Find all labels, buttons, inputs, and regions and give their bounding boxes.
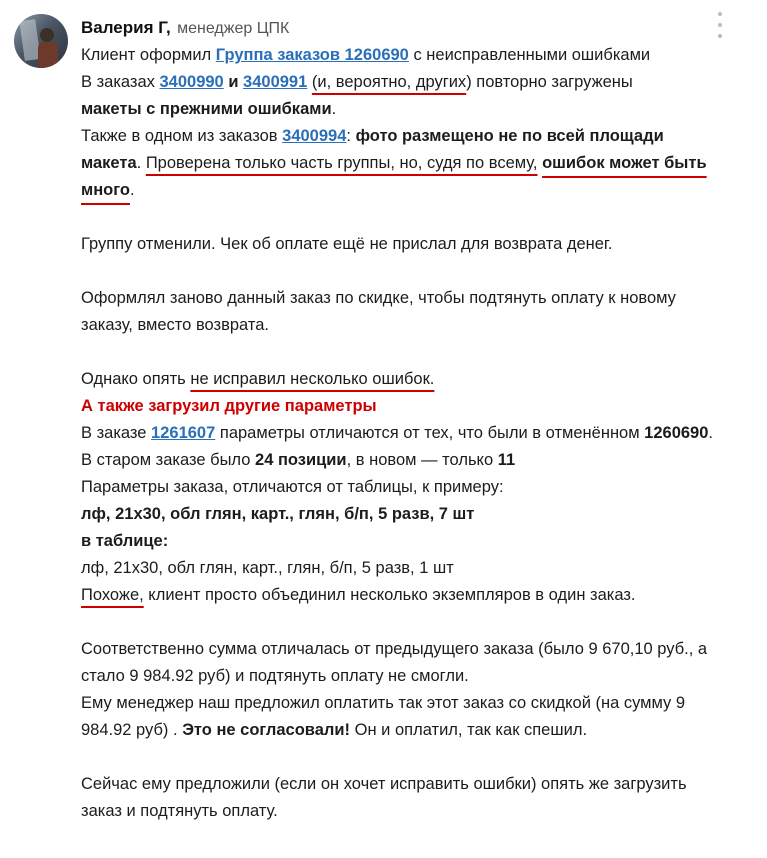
paragraph-2: Группу отменили. Чек об оплате ещё не прислал для возврата денег. [81, 235, 613, 253]
more-dot [718, 12, 722, 16]
more-dot [718, 23, 722, 27]
paragraph-6: Сейчас ему предложили (если он хочет исправить ошибки) опять же загрузить заказ и подтянуть оплату. [81, 775, 687, 820]
text: : [346, 127, 356, 145]
order-group-link[interactable]: Группа заказов 1260690 [215, 46, 409, 64]
text: с неисправленными ошибками [408, 46, 651, 64]
avatar-image-detail [40, 28, 54, 42]
text: макеты с прежними ошибками [81, 100, 332, 118]
text: В заказах [81, 73, 160, 91]
text: . [331, 100, 337, 118]
text: . [708, 424, 714, 442]
text: . [129, 181, 135, 199]
text: Однако опять [81, 370, 191, 388]
text: Он и оплатил, так как спешил. [350, 721, 588, 739]
text: В заказе [81, 424, 152, 442]
author-name[interactable]: Валерия Г, [81, 18, 171, 37]
text: В старом заказе было [81, 451, 256, 469]
text: лф, 21х30, обл глян, карт., глян, б/п, 5 разв, 1 шт [81, 559, 454, 577]
text: клиент просто объединил несколько экземпляров в один заказ. [143, 586, 636, 604]
text: параметры отличаются от тех, что были в отменённом [215, 424, 645, 442]
more-dot [718, 34, 722, 38]
order-link-1261607[interactable]: 1261607 [151, 424, 216, 442]
text: Соответственно сумма отличалась от предыдущего заказа (было 9 670,10 руб., а стало 9 984.92 руб) и подтянуть оплату не смогли. [81, 640, 708, 685]
order-link-3400991[interactable]: 3400991 [243, 73, 308, 91]
highlight-underline: не исправил несколько ошибок. [190, 370, 435, 388]
text: . [136, 154, 146, 172]
text: лф, 21х30, обл глян, карт., глян, б/п, 5 разв, 7 шт [81, 505, 475, 523]
text: ) [466, 73, 472, 91]
text: 11 [497, 451, 516, 469]
text: Ему менеджер наш предложил оплатить так этот заказ со скидкой (на сумму 9 984.92 руб) . [81, 694, 686, 739]
highlight-underline: Похоже, [81, 586, 144, 604]
avatar-image-detail [38, 42, 58, 68]
message-body [81, 42, 721, 825]
text: и [223, 73, 244, 91]
text: повторно загружены [471, 73, 633, 91]
text: в таблице: [81, 532, 169, 550]
text: , в новом — только [346, 451, 498, 469]
paragraph-5 [81, 636, 721, 744]
text: 24 позиции [255, 451, 347, 469]
author-role: менеджер ЦПК [177, 20, 290, 37]
paragraph-1 [81, 42, 721, 204]
text: Клиент оформил [81, 46, 216, 64]
paragraph-3: Оформлял заново данный заказ по скидке, чтобы подтянуть оплату к новому заказу, вместо возврата. [81, 289, 676, 334]
text: фото размещено не по всей площади макета [81, 127, 664, 172]
highlight-underline: Проверена только часть группы, но, судя по всему, [145, 154, 538, 172]
order-link-3400994[interactable]: 3400994 [282, 127, 347, 145]
text: Параметры заказа, отличаются от таблицы, к примеру: [81, 478, 504, 496]
avatar[interactable] [14, 14, 68, 68]
highlight-underline: (и, вероятно, других [311, 73, 467, 91]
order-link-3400990[interactable]: 3400990 [159, 73, 224, 91]
text: Это не согласовали! [182, 721, 351, 739]
paragraph-4 [81, 366, 721, 609]
text: 1260690 [644, 424, 709, 442]
text: Также в одном из заказов [81, 127, 283, 145]
highlight-underline: ошибок может быть много [81, 154, 707, 199]
more-options-icon[interactable] [713, 12, 727, 38]
message-header [81, 17, 289, 39]
highlight-red: А также загрузил другие параметры [81, 397, 377, 415]
